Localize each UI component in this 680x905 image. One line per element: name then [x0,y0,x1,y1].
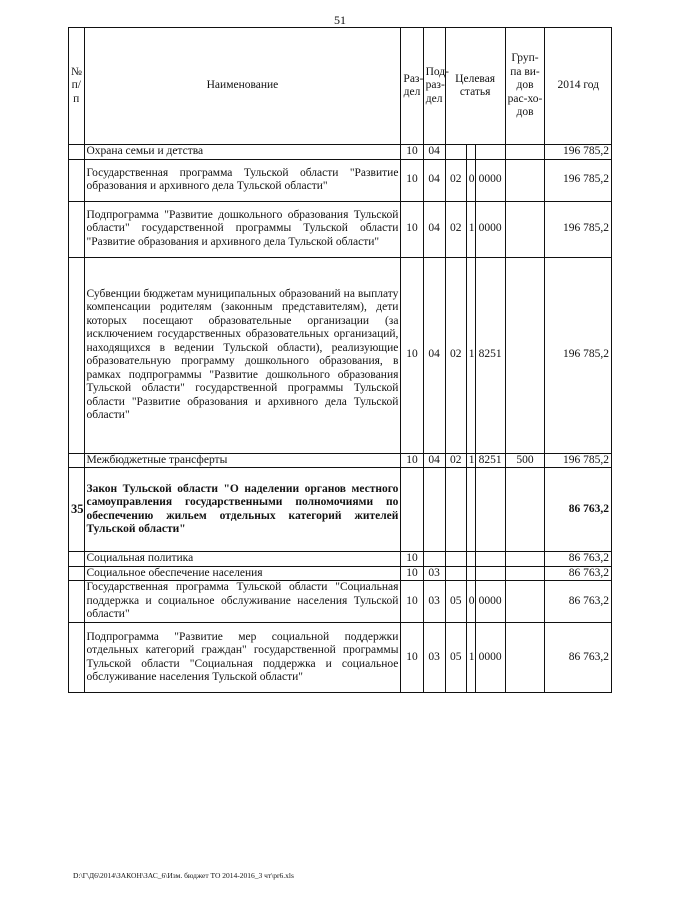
row-number [69,201,85,257]
row-expense-group [505,159,545,201]
header-subsection: Под-раз-дел [423,28,445,145]
table-row [69,453,612,468]
row-subsection: 04 [423,201,445,257]
row-number [69,566,85,581]
row-amount-2014: 86 763,2 [545,623,612,693]
row-target-subprogram [466,566,475,581]
header-year: 2014 год [545,28,612,145]
row-expense-group [505,552,545,567]
row-target-code: 0000 [475,201,505,257]
row-amount-2014: 196 785,2 [545,159,612,201]
row-target-code: 8251 [475,257,505,453]
header-section: Раз-дел [401,28,423,145]
row-subsection: 04 [423,453,445,468]
row-target-program: 02 [445,201,466,257]
row-name: Закон Тульской области "О наделении органов местного самоуправления государственными полномочиями по обеспечению жильем отдельных категорий жителей Тульской области" [84,468,401,552]
row-section: 10 [401,623,423,693]
row-number [69,581,85,623]
row-number [69,453,85,468]
row-amount-2014: 196 785,2 [545,145,612,160]
row-subsection: 04 [423,145,445,160]
row-target-subprogram: 0 [466,581,475,623]
row-amount-2014: 196 785,2 [545,453,612,468]
row-section: 10 [401,552,423,567]
row-number [69,623,85,693]
row-expense-group [505,566,545,581]
row-amount-2014: 86 763,2 [545,552,612,567]
row-name: Охрана семьи и детства [84,145,401,160]
table-row [69,159,612,201]
row-expense-group [505,201,545,257]
row-target-subprogram: 1 [466,257,475,453]
row-subsection [423,552,445,567]
header-name: Наименование [84,28,401,145]
row-amount-2014: 86 763,2 [545,468,612,552]
header-target-article: Целевая статья [445,28,505,145]
row-number [69,159,85,201]
row-subsection [423,468,445,552]
row-subsection: 03 [423,566,445,581]
table-row [69,623,612,693]
row-expense-group [505,468,545,552]
row-target-program: 02 [445,159,466,201]
row-amount-2014: 86 763,2 [545,581,612,623]
row-target-subprogram: 1 [466,623,475,693]
row-name: Государственная программа Тульской области "Социальная поддержка и социальное обслуживание населения Тульской области" [84,581,401,623]
row-number: 35 [69,468,85,552]
row-target-subprogram [466,552,475,567]
row-target-code [475,566,505,581]
page-number: 51 [334,13,346,27]
row-section: 10 [401,145,423,160]
table-row [69,201,612,257]
row-target-code: 0000 [475,581,505,623]
row-section: 10 [401,581,423,623]
row-target-program [445,145,466,160]
row-name: Государственная программа Тульской области "Развитие образования и архивного дела Тульской области" [84,159,401,201]
row-target-program [445,566,466,581]
row-amount-2014: 196 785,2 [545,257,612,453]
row-name: Социальное обеспечение населения [84,566,401,581]
row-subsection: 04 [423,159,445,201]
row-target-subprogram [466,145,475,160]
row-target-subprogram: 1 [466,201,475,257]
row-subsection: 04 [423,257,445,453]
table-header-row [69,28,612,145]
row-target-program [445,552,466,567]
row-target-program: 05 [445,623,466,693]
table-row [69,581,612,623]
row-target-program [445,468,466,552]
row-name: Межбюджетные трансферты [84,453,401,468]
row-subsection: 03 [423,623,445,693]
file-path-footer: D:\Г\Д6\2014\ЗАКОН\ЗАС_6\Изм. бюджет ТО 2014-2016_3 чт\pr6.xls [73,871,294,880]
table-row [69,566,612,581]
row-number [69,552,85,567]
row-amount-2014: 86 763,2 [545,566,612,581]
row-section: 10 [401,201,423,257]
row-expense-group [505,623,545,693]
row-section: 10 [401,566,423,581]
row-target-code: 0000 [475,159,505,201]
row-expense-group [505,145,545,160]
row-expense-group: 500 [505,453,545,468]
header-expense-group: Груп-па ви-дов рас-хо-дов [505,28,545,145]
row-name: Подпрограмма "Развитие мер социальной поддержки отдельных категорий граждан" государственной программы Тульской области "Социальная поддержка и социальное обслуживание населения Тульской области" [84,623,401,693]
table-row [69,468,612,552]
row-target-code [475,468,505,552]
row-target-subprogram: 1 [466,453,475,468]
row-target-code: 8251 [475,453,505,468]
row-section: 10 [401,159,423,201]
row-section: 10 [401,453,423,468]
row-target-program: 02 [445,257,466,453]
row-amount-2014: 196 785,2 [545,201,612,257]
row-expense-group [505,581,545,623]
table-row [69,257,612,453]
row-name: Субвенции бюджетам муниципальных образований на выплату компенсации родителям (законным представителям), дети которых посещают образовательные организации (за исключением государственных образовательных организаций, находящихся в ведении Тульской области), реализующие образовательную программу дошкольного образования, в рамках подпрограммы "Развитие дошкольного образования Тульской области" государственной программы Тульской области "Развитие образования и архивного дела Тульской области" [84,257,401,453]
row-target-program: 02 [445,453,466,468]
row-expense-group [505,257,545,453]
row-section [401,468,423,552]
budget-table [68,27,612,693]
row-name: Подпрограмма "Развитие дошкольного образования Тульской области" государственной программы Тульской области "Развитие образования и архивного дела Тульской области" [84,201,401,257]
row-section: 10 [401,257,423,453]
row-target-subprogram [466,468,475,552]
row-number [69,257,85,453]
row-name: Социальная политика [84,552,401,567]
header-num: № п/ п [69,28,85,145]
row-target-code [475,145,505,160]
table-row [69,145,612,160]
row-target-program: 05 [445,581,466,623]
row-number [69,145,85,160]
row-subsection: 03 [423,581,445,623]
table-row [69,552,612,567]
row-target-code [475,552,505,567]
row-target-subprogram: 0 [466,159,475,201]
row-target-code: 0000 [475,623,505,693]
